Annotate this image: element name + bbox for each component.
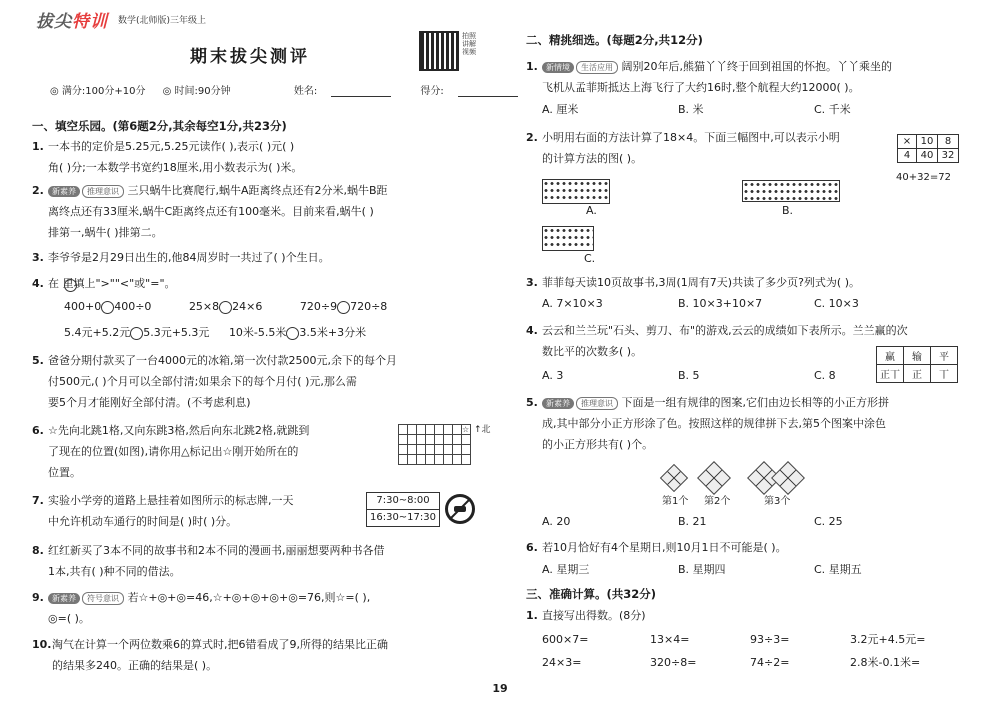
qr-label: 拍照讲解视频 [462, 32, 476, 56]
question-1: 1. 一本书的定价是5.25元,5.25元读作( ),表示( )元( ) [32, 140, 295, 153]
label-c: C. [584, 252, 596, 265]
page-title: 期末拔尖测评 [190, 47, 310, 67]
choice-4-line2: 数比平的次数多( )。 [542, 345, 643, 358]
choice-4-options [542, 365, 962, 386]
question-1-line2: 角( )分;一本数学书宽约18厘米,用小数表示为( )米。 [48, 161, 303, 174]
option-a[interactable]: A. 7×10×3 [542, 297, 603, 310]
section-2-heading: 二、精挑细选。(每题2分,共12分) [526, 33, 703, 47]
option-c[interactable]: C. 星期五 [814, 563, 862, 576]
question-7: 7. 实验小学旁的道路上悬挂着如图所示的标志牌,一天 [32, 494, 294, 507]
choice-5-options [542, 511, 962, 532]
right-page [500, 0, 1000, 708]
dot-array-a[interactable] [542, 179, 610, 204]
answer-circle[interactable] [130, 327, 143, 340]
answer-circle[interactable] [337, 301, 350, 314]
traffic-sign-times: 7:30~8:00 16:30~17:30 [366, 492, 440, 527]
pattern-1 [660, 464, 688, 492]
choice-6: 6. 若10月恰好有4个星期日,则10月1日不可能是( )。 [526, 541, 787, 554]
choice-3-options [542, 293, 962, 314]
header [36, 6, 206, 32]
tag-new-literacy: 新素养 [48, 186, 80, 197]
question-6-line2: 了现在的位置(如图),请你用△标记出☆刚开始所在的 [48, 445, 299, 458]
no-vehicle-sign-icon [445, 494, 475, 524]
choice-5-line3: 的小正方形共有( )个。 [542, 438, 654, 451]
question-2-line3: 排第一,蜗牛( )排第二。 [48, 226, 163, 239]
label-b: B. [782, 204, 794, 217]
question-2-line2: 离终点还有33厘米,蜗牛C距离终点还有100毫米。目前来看,蜗牛( ) [48, 205, 374, 218]
grid-sum: 40+32=72 [896, 172, 951, 183]
option-c[interactable]: C. 25 [814, 515, 843, 528]
page-number: 19 [492, 682, 508, 695]
calc-row-2: 24×3= 320÷8= 74÷2= 2.8米-0.1米= [542, 656, 921, 669]
choice-2-line2: 的计算方法的图( )。 [542, 152, 643, 165]
name-field[interactable] [331, 86, 391, 97]
pattern-3-label: 第3个 [764, 496, 791, 507]
tag-reasoning: 推理意识 [82, 185, 124, 198]
name-label: 姓名: [293, 86, 318, 97]
dot-array-b[interactable] [742, 180, 840, 202]
game-score-table: 赢 输 平 正丅 正 丅 [876, 346, 958, 383]
answer-circle[interactable] [101, 301, 114, 314]
choice-1: 1. 新情境 生活应用 阔别20年后,熊猫丫丫终于回到祖国的怀抱。丫丫乘坐的 [526, 60, 892, 73]
choice-1-options [542, 99, 962, 120]
option-a[interactable]: A. 星期三 [542, 563, 590, 576]
choice-4: 4. 云云和兰兰玩"石头、剪刀、布"的游戏,云云的成绩如下表所示。兰兰赢的次 [526, 324, 908, 337]
north-arrow-icon: ↑北 [474, 425, 491, 435]
option-c[interactable]: C. 千米 [814, 103, 851, 116]
section-3-heading: 三、准确计算。(共32分) [526, 587, 657, 601]
choice-5-line2: 成,其中部分小正方形涂了色。按照这样的规律拼下去,第5个图案中涂色 [542, 417, 886, 430]
answer-circle[interactable] [286, 327, 299, 340]
option-a[interactable]: A. 3 [542, 369, 564, 382]
option-b[interactable]: B. 10×3+10×7 [678, 297, 763, 310]
choice-2: 2. 小明用右面的方法计算了18×4。下面三幅图中,可以表示小明 [526, 131, 840, 144]
choice-6-options [542, 559, 962, 580]
question-6: 6. ☆先向北跳1格,又向东跳3格,然后向东北跳2格,就跳到 [32, 424, 310, 437]
question-5-line3: 要5个月才能刚好全部付清。(不考虑利息) [48, 396, 251, 409]
compare-circle [64, 279, 77, 292]
exam-info [50, 82, 532, 97]
full-score: ◎ 满分:100分+10分 [50, 86, 146, 97]
question-4-row1: 400+0 400÷0 25×8 24×6 720÷9 720÷8 [64, 300, 388, 313]
question-10-line2: 的结果多240。正确的结果是( )。 [52, 659, 218, 672]
question-4-row2: 5.4元+5.2元 5.3元+5.3元 10米-5.5米 3.5米+3分米 [64, 326, 367, 339]
qr-code-icon[interactable] [419, 31, 459, 71]
question-9-line2: ◎=( )。 [48, 612, 90, 625]
multiplication-grid: × 10 8 4 40 32 [897, 134, 959, 163]
calc-1: 1. 直接写出得数。(8分) [526, 609, 646, 622]
question-6-line3: 位置。 [48, 466, 81, 479]
choice-3: 3. 菲菲每天读10页故事书,3周(1周有7天)共读了多少页?列式为( )。 [526, 276, 860, 289]
section-1-heading: 一、填空乐园。(第6题2分,其余每空1分,共23分) [32, 119, 287, 133]
score-label: 得分: [420, 86, 444, 97]
question-8: 8. 红红新买了3本不同的故事书和2本不同的漫画书,丽丽想要两种书各借 [32, 544, 385, 557]
label-a: A. [586, 204, 597, 217]
option-b[interactable]: B. 米 [678, 103, 704, 116]
option-b[interactable]: B. 星期四 [678, 563, 726, 576]
option-c[interactable]: C. 8 [814, 369, 836, 382]
position-grid[interactable]: ☆ [398, 424, 471, 465]
pattern-2-label: 第2个 [704, 496, 731, 507]
option-a[interactable]: A. 厘米 [542, 103, 579, 116]
option-b[interactable]: B. 5 [678, 369, 700, 382]
question-9: 9. 新素养 符号意识 若☆+◎+◎=46,☆+◎+◎+◎+◎=76,则☆=( ), [32, 591, 371, 604]
choice-1-line2: 飞机从孟菲斯抵达上海飞行了大约16时,整个航程大约12000( )。 [542, 81, 860, 94]
calc-row-1: 600×7= 13×4= 93÷3= 3.2元+4.5元= [542, 633, 926, 646]
question-10: 10.淘气在计算一个两位数乘6的算式时,把6错看成了9,所得的结果比正确 [32, 638, 388, 651]
question-5: 5. 爸爸分期付款买了一台4000元的冰箱,第一次付款2500元,余下的每个月 [32, 354, 397, 367]
time-limit: ◎ 时间:90分钟 [162, 86, 231, 97]
answer-circle[interactable] [219, 301, 232, 314]
question-8-line2: 1本,共有( )种不同的借法。 [48, 565, 181, 578]
question-4: 4. 在 里填上">""<"或"="。 [32, 277, 176, 290]
choice-5: 5. 新素养 推理意识 下面是一组有规律的图案,它们由边长相等的小正方形拼 [526, 396, 889, 409]
question-7-line2: 中允许机动车通行的时间是( )时( )分。 [48, 515, 238, 528]
question-5-line2: 付500元,( )个月可以全部付清;如果余下的每个月付( )元,那么需 [48, 375, 357, 388]
question-2: 2. 新素养 推理意识 三只蜗牛比赛爬行,蜗牛A距离终点还有2分米,蜗牛B距 [32, 184, 388, 197]
option-b[interactable]: B. 21 [678, 515, 707, 528]
pattern-3b [771, 461, 805, 495]
pattern-2 [697, 461, 731, 495]
subtitle: 数学(北师版)三年级上 [118, 15, 207, 26]
pattern-1-label: 第1个 [662, 496, 689, 507]
question-3: 3. 李爷爷是2月29日出生的,他84周岁时一共过了( )个生日。 [32, 251, 330, 264]
option-a[interactable]: A. 20 [542, 515, 571, 528]
brand-logo: 拔尖特训 [36, 11, 108, 32]
option-c[interactable]: C. 10×3 [814, 297, 859, 310]
